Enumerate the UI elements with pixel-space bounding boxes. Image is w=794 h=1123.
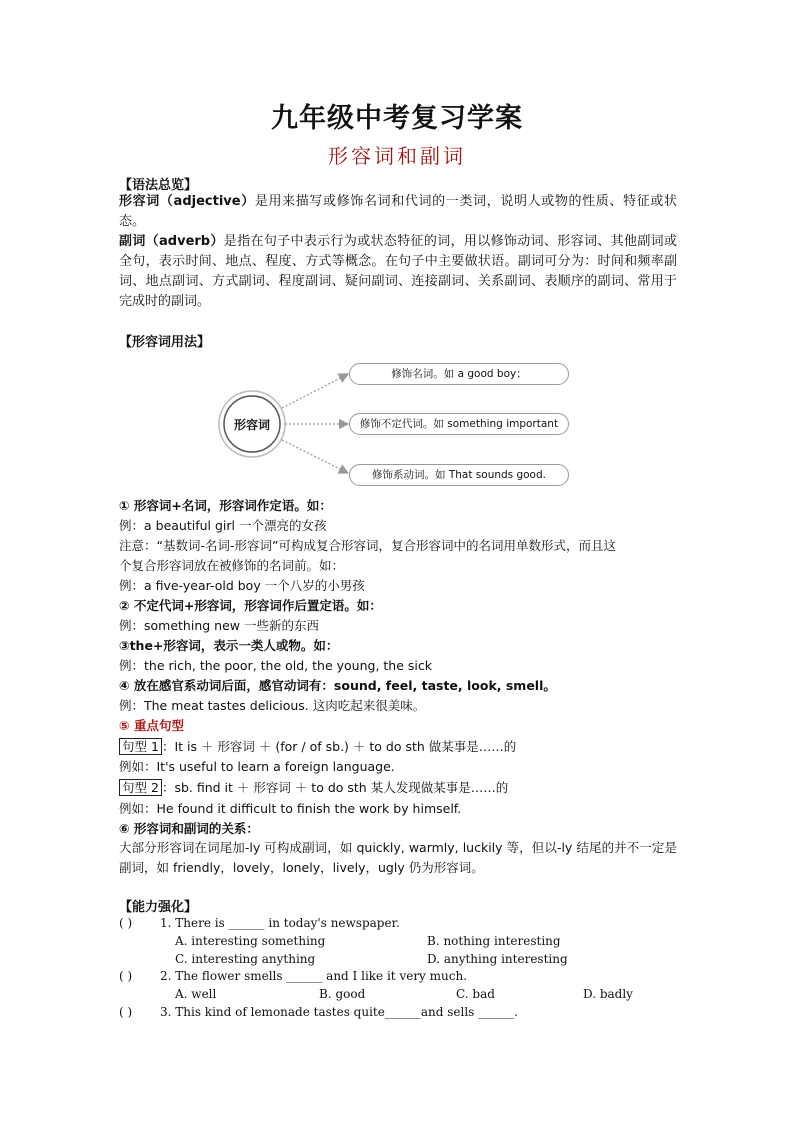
arrow-bottom	[282, 440, 348, 473]
q1-stem: 1. There is ______ in today's newspaper.	[160, 916, 400, 930]
rule-3: ③the+形容词，表示一类人或物。如：	[119, 638, 339, 653]
rule-2: ② 不定代词+形容词，形容词作后置定语。如：	[119, 598, 382, 613]
example-2: 例：a five-year-old boy 一个八岁的小男孩	[119, 578, 365, 593]
adverb-definition	[119, 232, 677, 312]
pattern-2-text: ：sb. find it ＋ 形容词 ＋ to do sth 某人发现做某事是……的	[161, 780, 509, 795]
diagram-branch-3: 修饰系动词。如 That sounds good.	[349, 464, 569, 486]
relation-text: 大部分形容词在词尾加-ly 可构成副词，如 quickly, warmly, luckily 等，但以-ly 结尾的并不一定是副词，如 friendly，lovely，lonely，lively，ugly 仍为形容词。	[119, 840, 677, 875]
adjective-term: 形容词（adjective）	[119, 194, 255, 209]
q2-option-b[interactable]: B. good	[319, 987, 366, 1001]
q2-bracket[interactable]: ( )	[119, 969, 133, 983]
pattern-1	[119, 737, 516, 755]
q2-stem: 2. The flower smells ______ and I like it very much.	[160, 969, 468, 983]
q2-option-d[interactable]: D. badly	[583, 987, 633, 1001]
pattern-1-label: 句型 1	[119, 738, 162, 755]
pattern-1-text: ：It is ＋ 形容词 ＋ (for / of sb.) ＋ to do sth 做某事是……的	[161, 739, 517, 754]
q3-bracket[interactable]: ( )	[119, 1005, 133, 1019]
example-3: 例：something new 一些新的东西	[119, 618, 319, 633]
example-4: 例：the rich, the poor, the old, the young, the sick	[119, 658, 432, 673]
adverb-term: 副词（adverb）	[119, 234, 224, 249]
q1-option-d[interactable]: D. anything interesting	[427, 952, 568, 966]
page-title: 九年级中考复习学案	[271, 103, 523, 134]
q2-option-c[interactable]: C. bad	[456, 987, 495, 1001]
q1-option-c[interactable]: C. interesting anything	[175, 952, 316, 966]
pattern-2-example: 例如：He found it difficult to finish the work by himself.	[119, 801, 462, 816]
page-subtitle: 形容词和副词	[328, 144, 466, 168]
adverb-text: 是指在句子中表示行为或状态特征的词，用以修饰动词、形容词、其他副词或全句，表示时间、地点、程度、方式等概念。在句子中主要做状语。副词可分为：时间和频率副词、地点副词、方式副词、程度副词、疑问副词、连接副词、关系副词、表顺序的副词、常用于完成时的副词。	[119, 234, 677, 309]
rule-5	[119, 716, 184, 734]
diagram-branch-2: 修饰不定代词。如 something important	[349, 413, 569, 435]
rule-1: ① 形容词+名词，形容词作定语。如：	[119, 498, 332, 513]
example-1: 例：a beautiful girl 一个漂亮的女孩	[119, 518, 327, 533]
adjective-definition	[119, 192, 677, 232]
pattern-2-label: 句型 2	[119, 779, 162, 796]
note-line-1: 注意：“基数词-名词-形容词”可构成复合形容词，复合形容词中的名词用单数形式，而且这	[119, 538, 616, 553]
practice-heading: 【能力强化】	[119, 900, 198, 915]
key-number: ⑤	[119, 718, 134, 733]
diagram-center-label: 形容词	[233, 418, 270, 432]
q2-option-a[interactable]: A. well	[175, 987, 217, 1001]
q3-stem: 3. This kind of lemonade tastes quite______and sells ______.	[160, 1005, 518, 1019]
rule-4: ④ 放在感官系动词后面，感官动词有：sound, feel, taste, look, smell。	[119, 678, 556, 693]
note-line-2: 个复合形容词放在被修饰的名词前。如：	[119, 558, 345, 573]
overview-heading: 【语法总览】	[119, 178, 198, 193]
example-5: 例：The meat tastes delicious. 这肉吃起来很美味。	[119, 698, 426, 713]
q1-option-b[interactable]: B. nothing interesting	[427, 934, 561, 948]
key-pattern-label: 重点句型	[133, 718, 184, 733]
pattern-1-example: 例如：It's useful to learn a foreign language.	[119, 759, 395, 774]
q1-bracket[interactable]: ( )	[119, 916, 133, 930]
rule-6: ⑥ 形容词和副词的关系：	[119, 821, 259, 836]
arrow-top	[282, 374, 348, 408]
pattern-2	[119, 778, 508, 796]
adjective-text: 是用来描写或修饰名词和代词的一类词，说明人或物的性质、特征或状态。	[119, 194, 677, 229]
q1-option-a[interactable]: A. interesting something	[175, 934, 326, 948]
diagram-branch-1: 修饰名词。如 a good boy；	[349, 363, 569, 385]
usage-heading: 【形容词用法】	[119, 335, 211, 350]
